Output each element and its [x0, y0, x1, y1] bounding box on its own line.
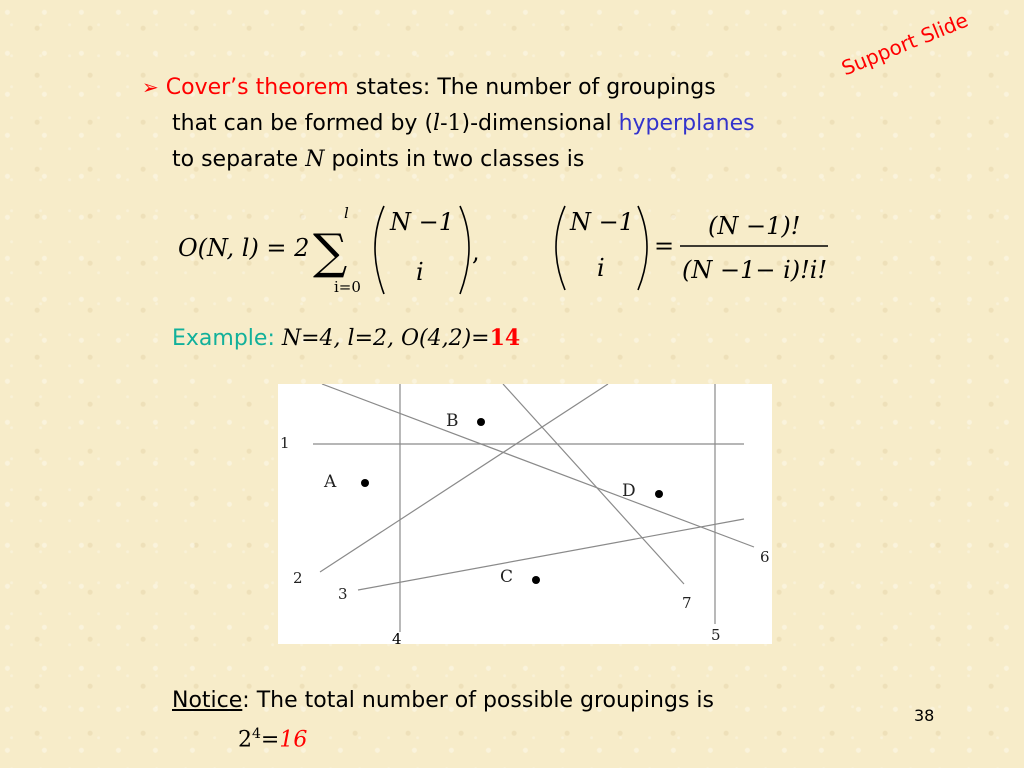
notice-base: 2 — [238, 727, 252, 753]
covers-theorem-term: Cover’s theorem — [165, 75, 349, 100]
notice-label: Notice — [172, 688, 243, 713]
formula-comma: , — [472, 238, 480, 266]
point-d — [655, 490, 663, 498]
minus-one: -1 — [440, 111, 462, 136]
page-number: 38 — [914, 706, 935, 725]
var-l: l — [433, 111, 441, 136]
point-label-c: C — [500, 567, 514, 587]
line-label-3: 3 — [338, 585, 348, 603]
sum-lower: i=0 — [334, 278, 361, 296]
sigma-symbol: ∑ — [313, 224, 348, 280]
point-label-d: D — [622, 481, 636, 501]
point-b — [477, 418, 485, 426]
formula-lhs: O(N, l) = 2 — [178, 234, 310, 262]
line-label-1: 1 — [280, 434, 290, 452]
line-6 — [322, 384, 754, 547]
example-label: Example: — [172, 326, 275, 351]
figure-canvas — [278, 384, 772, 644]
point-c — [532, 576, 540, 584]
intro-line-3 — [142, 142, 902, 178]
intro-line-2 — [142, 106, 902, 142]
notice-eq: = — [260, 727, 280, 753]
intro-bullet — [142, 69, 902, 178]
binom-top: N −1 — [390, 208, 455, 236]
notice-value: 16 — [279, 727, 308, 753]
hyperplanes-term: hyperplanes — [618, 111, 755, 136]
support-slide-stamp: Support Slide — [838, 7, 972, 81]
example-line — [172, 325, 520, 351]
line-label-5: 5 — [711, 626, 721, 644]
rhs-binom-bottom: i — [597, 254, 605, 282]
point-label-b: B — [446, 411, 459, 431]
intro-line-1-text: states: The number of groupings — [348, 75, 716, 100]
notice-text: : The total number of possible groupings is — [242, 688, 714, 713]
intro-line-2-pre: that can be formed by ( — [172, 111, 434, 136]
arrow-right-icon: ➢ — [142, 75, 159, 99]
notice-exp: 4 — [252, 726, 261, 742]
rhs-binom-top: N −1 — [570, 208, 635, 236]
example-text: N=4, l=2, O(4,2)= — [281, 326, 490, 351]
line-label-4: 4 — [392, 630, 402, 648]
var-n: N — [305, 147, 325, 172]
fraction-denominator: (N −1− i)!i! — [682, 256, 828, 284]
intro-line-3-pre: to separate — [172, 147, 306, 172]
example-result: 14 — [489, 325, 521, 351]
intro-line-1 — [142, 69, 902, 106]
sum-upper: l — [344, 204, 349, 222]
line-label-2: 2 — [293, 569, 303, 587]
point-a — [361, 479, 369, 487]
rhs-equals: = — [654, 232, 675, 260]
hyperplane-figure — [278, 384, 772, 644]
binom-bottom: i — [416, 258, 424, 286]
point-label-a: A — [324, 472, 337, 492]
line-7 — [503, 384, 684, 584]
notice-line — [172, 688, 714, 713]
fraction-numerator: (N −1)! — [708, 212, 801, 240]
line-2 — [320, 384, 608, 572]
intro-line-3-post: points in two classes is — [324, 147, 585, 172]
notice-formula — [238, 726, 307, 752]
line-label-6: 6 — [760, 548, 770, 566]
intro-line-2-post: )-dimensional — [461, 111, 619, 136]
line-3 — [358, 519, 744, 590]
cover-formula — [170, 196, 850, 306]
line-label-7: 7 — [682, 594, 692, 612]
